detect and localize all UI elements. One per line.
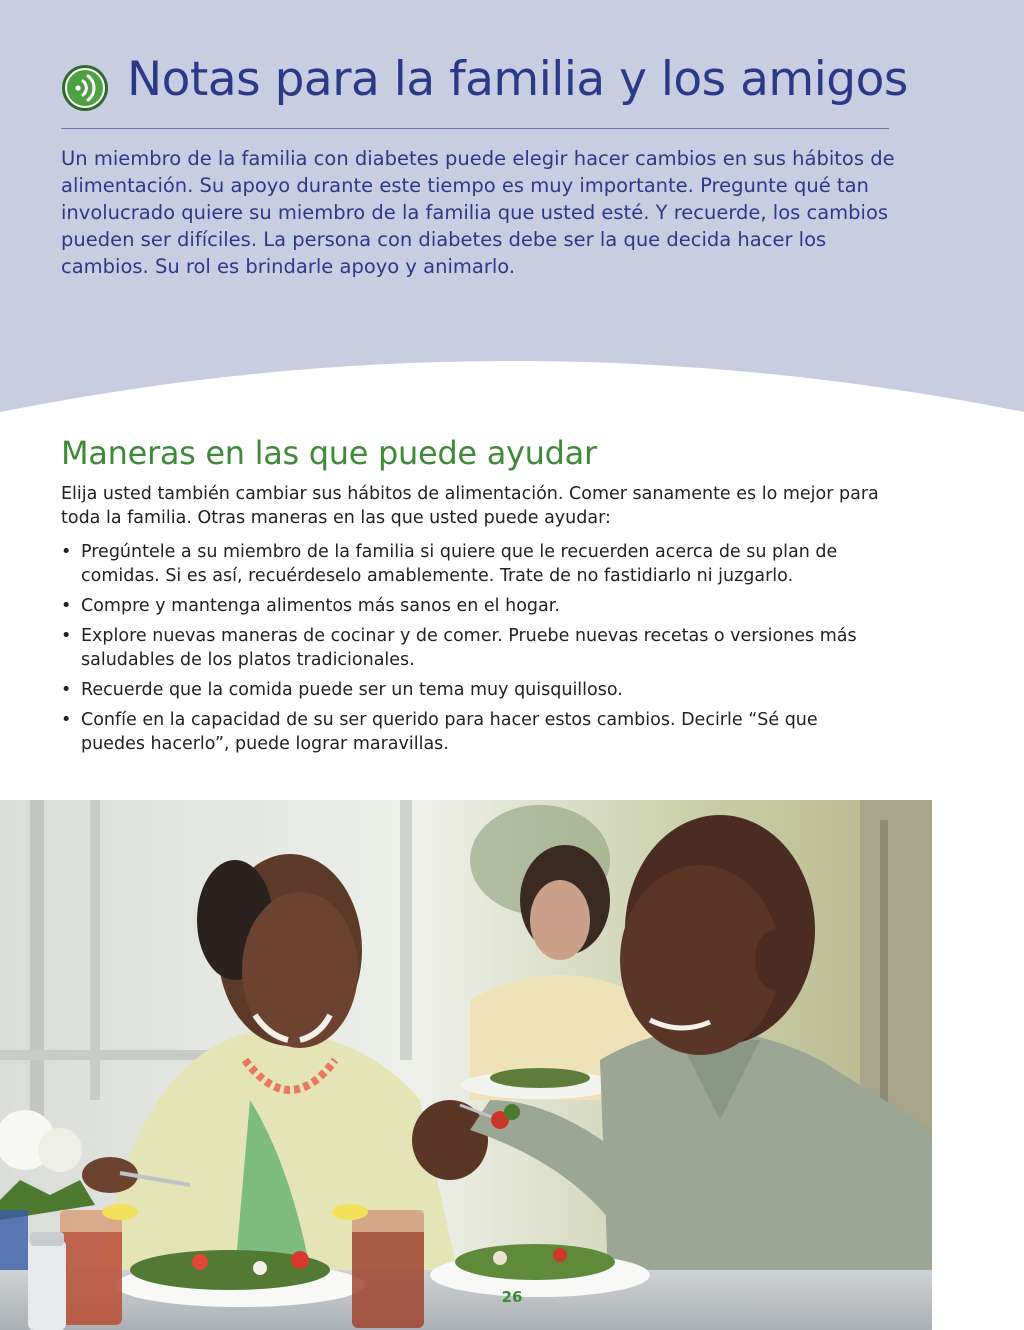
bullet-icon: • xyxy=(61,710,72,730)
list-item-text: Compre y mantenga alimentos más sanos en el hogar. xyxy=(81,596,560,616)
header-curve xyxy=(0,340,1024,430)
list-item xyxy=(61,594,881,618)
list-item xyxy=(61,540,881,588)
section-heading: Maneras en las que puede ayudar xyxy=(61,434,597,472)
title-divider xyxy=(61,128,889,129)
family-meal-photo xyxy=(0,800,932,1330)
bullet-icon: • xyxy=(61,680,72,700)
bullet-icon: • xyxy=(61,626,72,646)
list-item-text: Explore nuevas maneras de cocinar y de comer. Pruebe nuevas recetas o versiones más saludables de los platos tradicionales. xyxy=(81,626,857,670)
list-item-text: Pregúntele a su miembro de la familia si quiere que le recuerden acerca de su plan de comidas. Si es así, recuérdeselo amablemente. Trate de no fastidiarlo ni juzgarlo. xyxy=(81,542,838,586)
intro-paragraph: Un miembro de la familia con diabetes puede elegir hacer cambios en sus hábitos de alimentación. Su apoyo durante este tiempo es muy importante. Pregunte qué tan involucrado quiere su miembro de la familia que usted esté. Y recuerde, los cambios pueden ser difíciles. La persona con diabetes debe ser la que decida hacer los cambios. Su rol es brindarle apoyo y animarlo. xyxy=(61,147,895,278)
page-number: 26 xyxy=(501,1288,523,1306)
bullet-icon: • xyxy=(61,542,72,562)
list-item-text: Recuerde que la comida puede ser un tema muy quisquilloso. xyxy=(81,680,623,700)
list-item xyxy=(61,678,881,702)
page-title: Notas para la familia y los amigos xyxy=(127,52,908,107)
list-item-text: Confíe en la capacidad de su ser querido para hacer estos cambios. Decirle “Sé que puedes hacerlo”, puede lograr maravillas. xyxy=(81,710,818,754)
audio-signal-icon xyxy=(61,64,109,112)
list-item xyxy=(61,708,881,756)
list-item xyxy=(61,624,881,672)
section-lead: Elija usted también cambiar sus hábitos de alimentación. Comer sanamente es lo mejor para toda la familia. Otras maneras en las que usted puede ayudar: xyxy=(61,484,879,528)
bullet-icon: • xyxy=(61,596,72,616)
tips-list xyxy=(61,540,881,762)
